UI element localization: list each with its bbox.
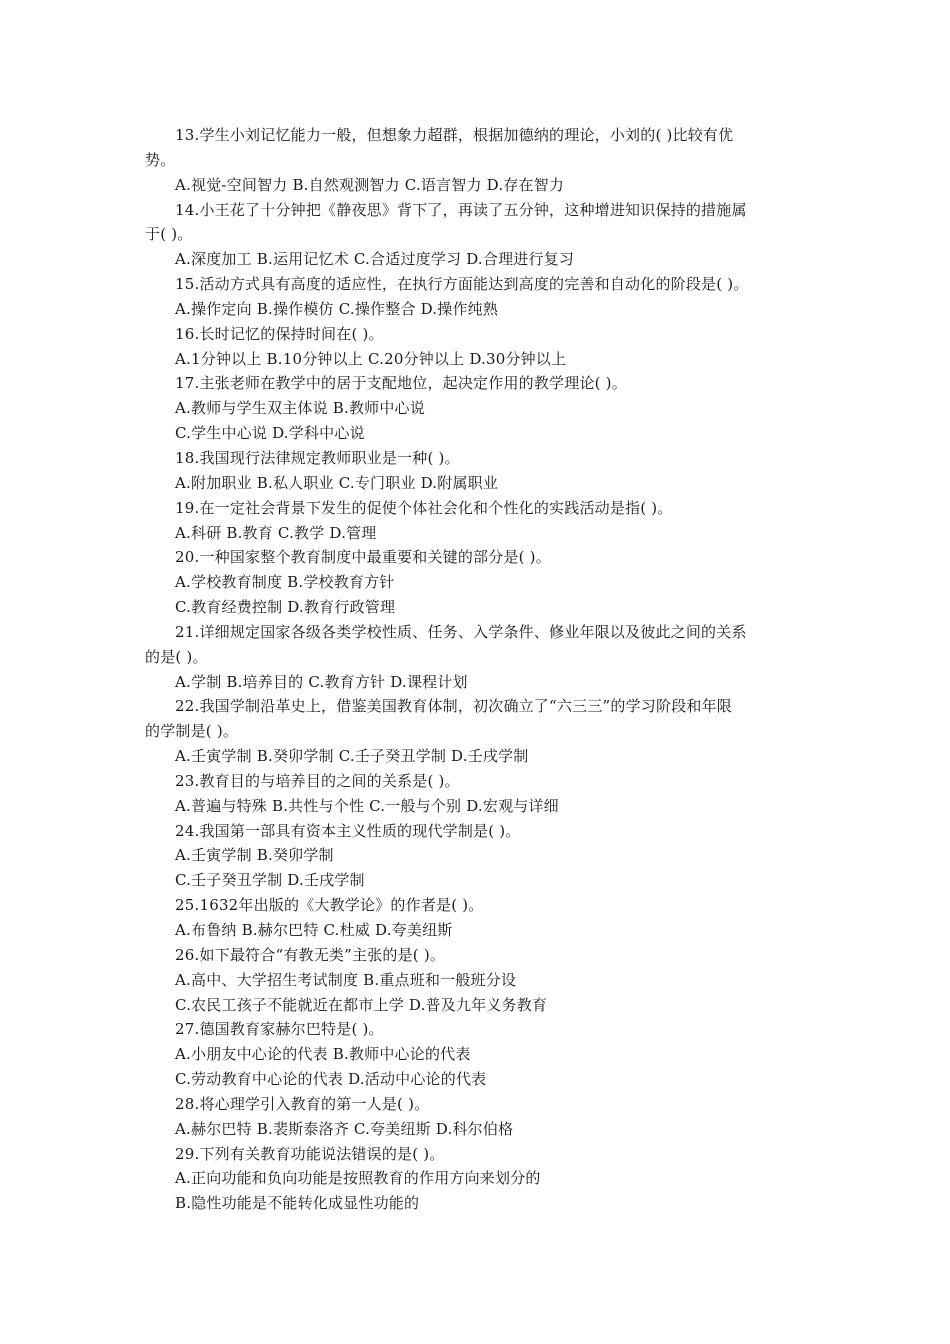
text-line: A.深度加工 B.运用记忆术 C.合适过度学习 D.合理进行复习 — [175, 250, 575, 269]
text-line: A.布鲁纳 B.赫尔巴特 C.杜威 D.夸美纽斯 — [175, 921, 453, 939]
text-line: A.操作定向 B.操作模仿 C.操作整合 D.操作纯熟 — [175, 299, 499, 318]
text-line: A.正向功能和负向功能是按照教育的作用方向来划分的 — [175, 1169, 541, 1188]
text-line: 14.小王花了十分钟把《静夜思》背下了，再读了五分钟，这种增进知识保持的措施属 — [175, 200, 747, 219]
text-line: A.壬寅学制 B.癸卯学制 — [175, 846, 334, 865]
text-line: 13.学生小刘记忆能力一般，但想象力超群，根据加德纳的理论，小刘的( )比较有优 — [175, 126, 734, 144]
text-line: 29.下列有关教育功能说法错误的是( )。 — [175, 1144, 445, 1163]
text-line: 的学制是( )。 — [145, 722, 239, 741]
text-line: A.学制 B.培养目的 C.教育方针 D.课程计划 — [175, 672, 468, 691]
text-line: 于( )。 — [145, 225, 193, 244]
text-line: 18.我国现行法律规定教师职业是一种( )。 — [175, 448, 460, 467]
text-line: C.壬子癸丑学制 D.壬戌学制 — [175, 871, 365, 890]
text-line: A.1分钟以上 B.10分钟以上 C.20分钟以上 D.30分钟以上 — [175, 349, 567, 368]
text-line: C.学生中心说 D.学科中心说 — [175, 424, 365, 443]
text-line: A.学校教育制度 B.学校教育方针 — [175, 573, 395, 592]
text-line: 20.一种国家整个教育制度中最重要和关键的部分是( )。 — [175, 548, 551, 567]
text-line: A.普遍与特殊 B.共性与个性 C.一般与个别 D.宏观与详细 — [175, 796, 559, 815]
text-line: 19.在一定社会背景下发生的促使个体社会化和个性化的实践活动是指( )。 — [175, 498, 673, 517]
text-line: 25.1632年出版的《大教学论》的作者是( )。 — [175, 896, 484, 915]
text-line: A.教师与学生双主体说 B.教师中心说 — [175, 399, 425, 418]
text-line: 21.详细规定国家各级各类学校性质、任务、入学条件、修业年限以及彼此之间的关系 — [175, 622, 747, 641]
text-line: 24.我国第一部具有资本主义性质的现代学制是( )。 — [175, 821, 521, 840]
text-line: 23.教育目的与培养目的之间的关系是( )。 — [175, 771, 460, 790]
text-line: 22.我国学制沿革史上，借鉴美国教育体制，初次确立了“六三三”的学习阶段和年限 — [175, 697, 732, 716]
text-line: 势。 — [145, 150, 176, 169]
document-body — [145, 123, 813, 1216]
text-line: A.附加职业 B.私人职业 C.专门职业 D.附属职业 — [175, 473, 499, 492]
text-line: 27.德国教育家赫尔巴特是( )。 — [175, 1020, 384, 1039]
text-line: 17.主张老师在教学中的居于支配地位，起决定作用的教学理论( )。 — [175, 374, 627, 393]
text-line: C.农民工孩子不能就近在都市上学 D.普及九年义务教育 — [175, 995, 548, 1014]
text-line: A.壬寅学制 B.癸卯学制 C.壬子癸丑学制 D.壬戌学制 — [175, 747, 529, 766]
text-line: 15.活动方式具有高度的适应性，在执行方面能达到高度的完善和自动化的阶段是( )。 — [175, 275, 749, 294]
text-line: C.劳动教育中心论的代表 D.活动中心论的代表 — [175, 1070, 487, 1089]
text-line: A.高中、大学招生考试制度 B.重点班和一般班分设 — [175, 970, 517, 989]
text-line: A.赫尔巴特 B.裴斯泰洛齐 C.夸美纽斯 D.科尔伯格 — [175, 1119, 514, 1138]
text-line: A.科研 B.教育 C.教学 D.管理 — [175, 523, 377, 542]
text-line: 16.长时记忆的保持时间在( )。 — [175, 324, 384, 343]
text-line: 26.如下最符合“有教无类”主张的是( )。 — [175, 945, 446, 964]
text-line: 28.将心理学引入教育的第一人是( )。 — [175, 1094, 430, 1113]
text-line: A.视觉-空间智力 B.自然观测智力 C.语言智力 D.存在智力 — [175, 175, 565, 194]
text-line: 的是( )。 — [145, 647, 208, 666]
text-line: B.隐性功能是不能转化成显性功能的 — [175, 1194, 420, 1213]
text-line: A.小朋友中心论的代表 B.教师中心论的代表 — [175, 1045, 471, 1064]
text-line: C.教育经费控制 D.教育行政管理 — [175, 598, 396, 617]
